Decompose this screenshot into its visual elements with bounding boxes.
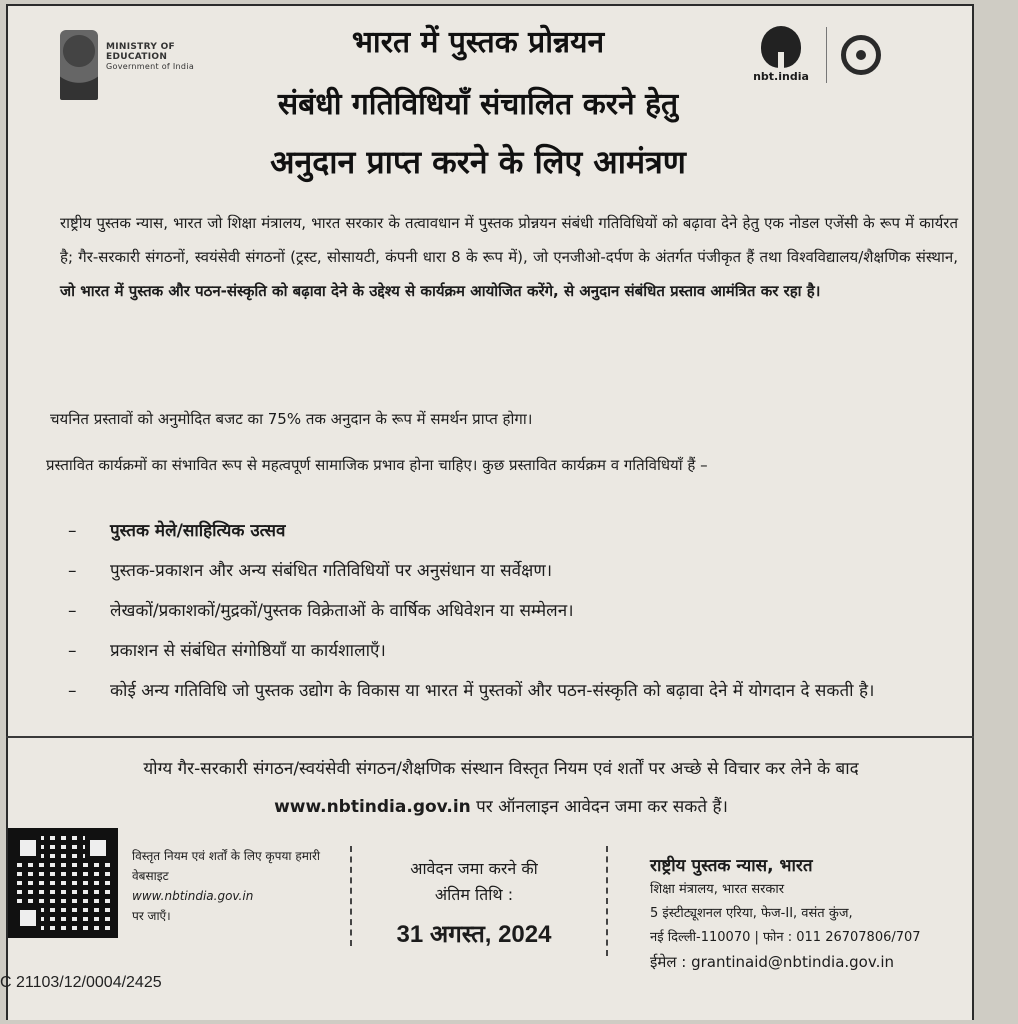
contact-email[interactable]: ईमेल : grantinaid@nbtindia.gov.in bbox=[650, 953, 895, 971]
list-item: – पुस्तक-प्रकाशन और अन्य संबंधित गतिविधियों पर अनुसंधान या सर्वेक्षण। bbox=[68, 561, 553, 581]
qr-website-link[interactable]: www.nbtindia.gov.in bbox=[132, 889, 254, 903]
intro-paragraph: राष्ट्रीय पुस्तक न्यास, भारत जो शिक्षा मंत्रालय, भारत सरकार के तत्वावधान में पुस्तक प्रोन्नयन संबंधी गतिविधियों को बढ़ावा देने हेतु एक नोडल एजेंसी के रूप में कार्यरत है; गैर-सरकारी संगठनों, स्वयंसेवी संगठनों (ट्रस्ट, सोसायटी, कंपनी धारा 8 के रूप में), जो एनजीओ-दर्पण के अंतर्गत पंजीकृत हैं तथा विश्वविद्यालय/शैक्षणिक संस्थान, जो भारत में पुस्तक और पठन-संस्कृति को बढ़ावा देने के उद्देश्य से कार्यक्रम आयोजित करेंगे, से अनुदान संबंधित प्रस्ताव आमंत्रित कर रहा है। bbox=[60, 214, 958, 300]
reference-code: C 21103/12/0004/2425 bbox=[0, 974, 162, 991]
qr-code-icon[interactable] bbox=[8, 828, 118, 938]
headline-line-2: संबंधी गतिविधियाँ संचालित करने हेतु bbox=[277, 87, 679, 122]
list-item: – कोई अन्य गतिविधि जो पुस्तक उद्योग के विकास या भारत में पुस्तकों और पठन-संस्कृति को बढ़ावा देने में योगदान दे सकती है। bbox=[68, 681, 875, 701]
website-link[interactable]: www.nbtindia.gov.in bbox=[274, 797, 471, 817]
list-item: – लेखकों/प्रकाशकों/मुद्रकों/पुस्तक विक्रेताओं के वार्षिक अधिवेशन या सम्मेलन। bbox=[68, 601, 574, 621]
national-emblem-icon bbox=[60, 30, 98, 100]
list-item: – पुस्तक मेले/साहित्यिक उत्सव bbox=[68, 521, 286, 541]
qr-caption: विस्तृत नियम एवं शर्तों के लिए कृपया हमारी वेबसाइट www.nbtindia.gov.in पर जाएँ। bbox=[132, 846, 332, 926]
headline-line-3: अनुदान प्राप्त करने के लिए आमंत्रण bbox=[270, 143, 686, 181]
contact-address: राष्ट्रीय पुस्तक न्यास, भारत शिक्षा मंत्रालय, भारत सरकार 5 इंस्टीट्यूशनल एरिया, फेज-II, वसंत कुंज, नई दिल्ली-110070 | फोन : 011 26707806/707 ईमेल : grantinaid@nbtindia.gov.in bbox=[650, 854, 990, 974]
headline-line-1: भारत में पुस्तक प्रोन्नयन bbox=[351, 25, 605, 60]
ministry-label: MINISTRY OF EDUCATION Government of India bbox=[106, 42, 195, 71]
application-note: योग्य गैर-सरकारी संगठन/स्वयंसेवी संगठन/शैक्षणिक संस्थान विस्तृत नियम एवं शर्तों पर अच्छे से विचार कर लेने के बाद www.nbtindia.gov.in पर ऑनलाइन आवेदन जमा कर सकते हैं। bbox=[143, 759, 859, 817]
activity-list bbox=[68, 516, 948, 716]
deadline-date: 31 अगस्त, 2024 bbox=[396, 921, 552, 948]
impact-paragraph: प्रस्तावित कार्यक्रमों का संभावित रूप से महत्वपूर्ण सामाजिक प्रभाव होना चाहिए। कुछ प्रस्तावित कार्यक्रम व गतिविधियाँ हैं – bbox=[46, 456, 708, 474]
section-divider bbox=[6, 736, 974, 738]
nbt-logo: nbt.india bbox=[750, 26, 812, 83]
deadline-box: आवेदन जमा करने की अंतिम तिथि : 31 अगस्त, 2024 bbox=[364, 856, 584, 948]
dashed-divider bbox=[606, 846, 608, 956]
secondary-logo bbox=[841, 35, 881, 75]
dashed-divider bbox=[350, 846, 352, 946]
budget-paragraph: चयनित प्रस्तावों को अनुमोदित बजट का 75% तक अनुदान के रूप में समर्थन प्राप्त होगा। bbox=[50, 410, 533, 428]
logo-divider bbox=[826, 27, 827, 83]
circle-logo-icon bbox=[841, 35, 881, 75]
list-item: – प्रकाशन से संबंधित संगोष्ठियाँ या कार्यशालाएँ। bbox=[68, 641, 386, 661]
